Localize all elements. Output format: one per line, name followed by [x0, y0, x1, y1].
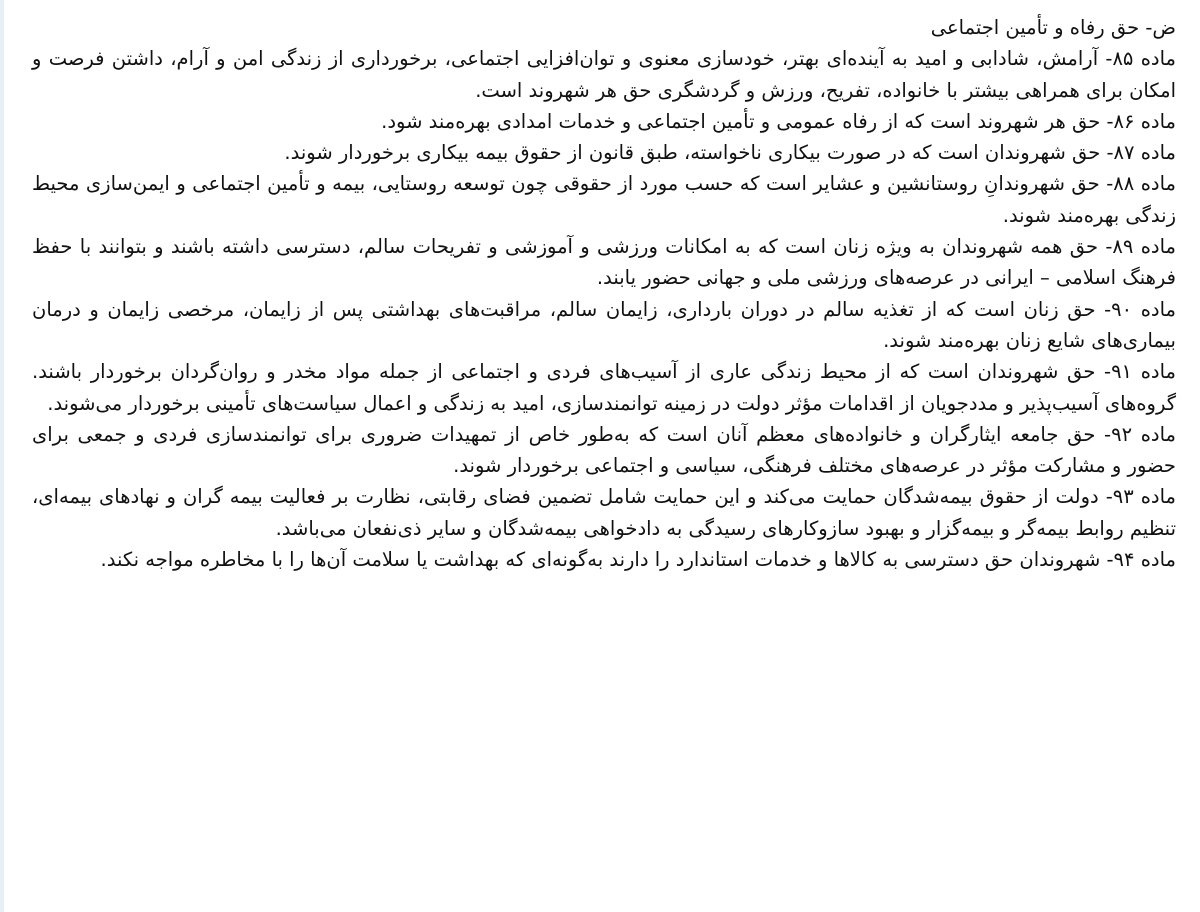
article-86: ماده ۸۶- حق هر شهروند است که از رفاه عمومی و تأمین اجتماعی و خدمات امدادی بهره‌مند شود. — [381, 109, 1176, 133]
article-85: ماده ۸۵- آرامش، شادابی و امید به آینده‌ای بهتر، خودسازی معنوی و توان‌افزایی اجتماعی، برخورداری از زندگی امن و آرام، داشتن فرصت و امکان برای همراهی بیشتر با خانواده، تفریح، ورزش و گردشگری حق هر شهروند است. — [32, 47, 1176, 102]
article-87: ماده ۸۷- حق شهروندان است که در صورت بیکاری ناخواسته، طبق قانون از حقوق بیمه بیکاری برخوردار شوند. — [284, 141, 1176, 165]
article-91: ماده ۹۱- حق شهروندان است که از محیط زندگی عاری از آسیب‌های فردی و اجتماعی از جمله مواد مخدر و روان‌گردان برخوردار باشند. گروه‌های آسیب‌پذیر و مددجویان از اقدامات مؤثر دولت در زمینه توانمندسازی، امید به زندگی و اعمال سیاست‌های تأمینی برخوردار می‌شوند. — [32, 360, 1176, 415]
article-89: ماده ۸۹- حق همه شهروندان به ویژه زنان است که به امکانات ورزشی و آموزشی و تفریحات سالم، دسترسی داشته باشند و بتوانند با حفظ فرهنگ اسلامی – ایرانی در عرصه‌های ورزشی ملی و جهانی حضور یابند. — [32, 235, 1176, 290]
article-92: ماده ۹۲- حق جامعه ایثارگران و خانواده‌های معظم آنان است که به‌طور خاص از تمهیدات ضروری برای توانمندسازی فردی و جمعی برای حضور و مشارکت مؤثر در عرصه‌های مختلف فرهنگی، سیاسی و اجتماعی برخوردار شوند. — [32, 422, 1176, 478]
section-heading: ض- حق رفاه و تأمین اجتماعی — [930, 16, 1176, 39]
article-93: ماده ۹۳- دولت از حقوق بیمه‌شدگان حمایت می‌کند و این حمایت شامل تضمین فضای رقابتی، نظارت بر فعالیت بیمه گران و نهادهای بیمه‌ای، تنظیم روابط بیمه‌گر و بیمه‌گزار و بهبود سازوکارهای رسیدگی به دادخواهی بیمه‌شدگان و سایر ذی‌نفعان می‌باشد. — [32, 485, 1176, 540]
article-94: ماده ۹۴- شهروندان حق دسترسی به کالاها و خدمات استاندارد را دارند به‌گونه‌ای که بهداشت یا سلامت آن‌ها را با مخاطره مواجه نکند. — [100, 548, 1176, 572]
article-90: ماده ۹۰- حق زنان است که از تغذیه سالم در دوران بارداری، زایمان سالم، مراقبت‌های بهداشتی پس از زایمان، مرخصی زایمان و درمان بیماری‌های شایع زنان بهره‌مند شوند. — [32, 297, 1176, 352]
article-88: ماده ۸۸- حق شهروندانِ روستانشین و عشایر است که حسب مورد از حقوقی چون توسعه روستایی، بیمه و تأمین اجتماعی و ایمن‌سازی محیط زندگی بهره‌مند شوند. — [32, 172, 1176, 227]
